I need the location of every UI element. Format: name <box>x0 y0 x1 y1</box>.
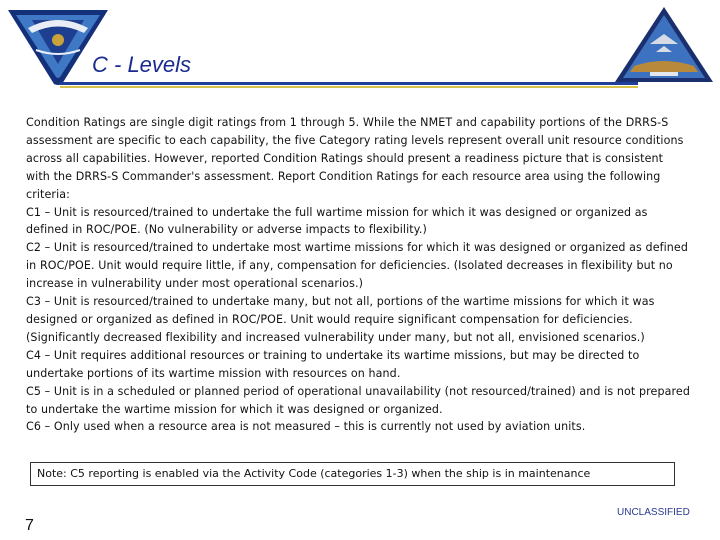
c5-definition: C5 – Unit is in a scheduled or planned period of operational unavailability (not resourced/trained) and is not prepared to undertake the wartime mission for which it was designed or organized. <box>26 384 690 416</box>
note-box: Note: C5 reporting is enabled via the Activity Code (categories 1-3) when the ship is in maintenance <box>30 462 675 486</box>
c3-definition: C3 – Unit is resourced/trained to undertake many, but not all, portions of the wartime missions for which it was designed or organized as defined in ROC/POE. Unit would require significant compensation for deficiencies. (Significantly decreased flexibility and increased vulnerability under many, but not all, envisioned scenarios.) <box>26 295 655 344</box>
slide-body <box>26 114 690 436</box>
page-number: 7 <box>25 517 34 534</box>
intro-paragraph: Condition Ratings are single digit ratings from 1 through 5. While the NMET and capability portions of the DRRS-S assessment are specific to each capability, the five Category rating levels represent overall unit resource conditions across all capabilities. However, reported Condition Ratings should present a readiness picture that is consistent with the DRRS-S Commander's assessment. Report Condition Ratings for each resource area using the following criteria: <box>26 116 684 201</box>
c6-definition: C6 – Only used when a resource area is not measured – this is currently not used by aviation units. <box>26 420 586 434</box>
classification-label: UNCLASSIFIED <box>617 507 690 518</box>
title-divider-blue <box>60 82 638 85</box>
c2-definition: C2 – Unit is resourced/trained to undertake most wartime missions for which it was designed or organized as defined in ROC/POE. Unit would require little, if any, compensation for deficiencies. (Isolated decreases in flexibility but no increase in vulnerability under most operational scenarios.) <box>26 241 688 291</box>
title-divider-yellow <box>60 86 638 88</box>
triangle-insignia-icon <box>612 4 716 86</box>
c1-definition: C1 – Unit is resourced/trained to undertake the full wartime mission for which it was designed or organized as defined in ROC/POE. (No vulnerability or adverse impacts to flexibility.) <box>26 205 648 237</box>
c4-definition: C4 – Unit requires additional resources or training to undertake its wartime missions, but may be directed to undertake portions of its wartime mission with resources on hand. <box>26 348 640 380</box>
slide-title: C - Levels <box>92 52 192 77</box>
